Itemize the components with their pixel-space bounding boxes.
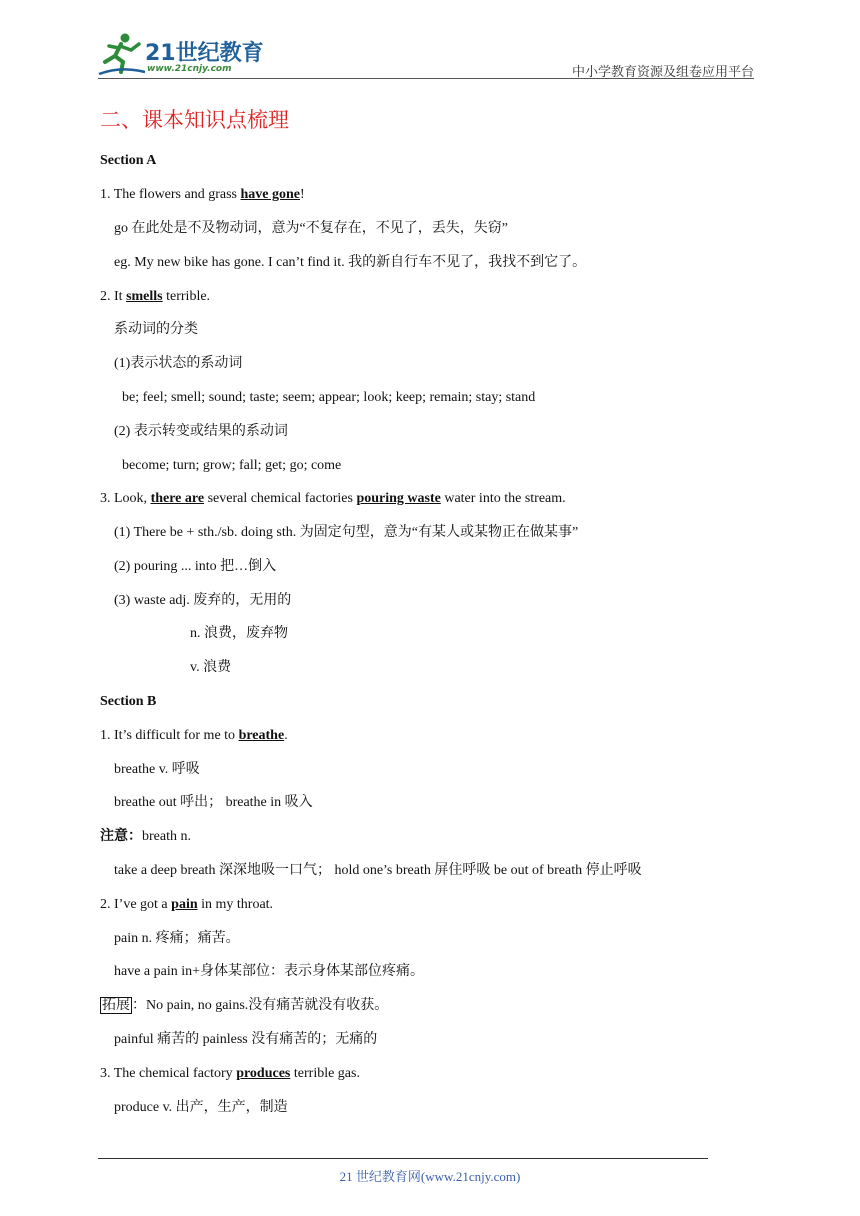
- b-item-3-text: 3. The chemical factory: [100, 1066, 237, 1081]
- a-item-2-tail: terrible.: [162, 289, 211, 304]
- a-item-3-mid: several chemical factories: [204, 491, 357, 506]
- a-item-2-sub1-list: be; feel; smell; sound; taste; seem; appear; look; keep; remain; stay; stand: [122, 390, 536, 405]
- a-item-3-text: 3. Look,: [100, 491, 151, 506]
- header-divider: [98, 78, 754, 79]
- section-b-heading: Section B: [100, 694, 157, 709]
- b-item-1-tail: .: [284, 728, 288, 743]
- b-item-1-note: [100, 828, 191, 846]
- section-a-heading: Section A: [100, 153, 157, 168]
- a-item-3-sub3-verb: v. 浪费: [190, 660, 232, 675]
- a-item-3-tail: water into the stream.: [440, 491, 566, 506]
- b-item-3-keyword: produces: [236, 1066, 291, 1081]
- a-item-1-note: go 在此处是不及物动词，意为“不复存在，不见了，丢失，失窃”: [114, 221, 508, 236]
- a-item-3-keyword-2: pouring waste: [356, 491, 441, 506]
- b-item-2-derivatives: painful 痛苦的 painless 没有痛苦的；无痛的: [114, 1032, 378, 1047]
- extension-box: 拓展: [102, 998, 130, 1013]
- a-item-1-text: 1. The flowers and grass: [100, 187, 241, 202]
- a-item-2: [100, 288, 210, 306]
- section-title: 二、课本知识点梳理: [100, 108, 289, 132]
- b-item-1-phrases: breathe out 呼出； breathe in 吸入: [114, 795, 313, 810]
- logo-text: 21世纪教育: [145, 41, 264, 66]
- a-item-3-keyword-1: there are: [150, 491, 205, 506]
- a-item-3-sub3: (3) waste adj. 废弃的，无用的: [114, 593, 292, 608]
- note-label: 注意：: [100, 829, 142, 844]
- page-footer: 21 世纪教育网(www.21cnjy.com): [339, 1169, 521, 1184]
- b-item-3-tail: terrible gas.: [290, 1066, 360, 1081]
- b-item-2-keyword: pain: [171, 897, 198, 912]
- b-item-1-breath-phrases: take a deep breath 深深地吸一口气； hold one’s breath 屏住呼吸 be out of breath 停止呼吸: [114, 863, 642, 878]
- a-item-2-sub2: (2) 表示转变或结果的系动词: [114, 424, 288, 439]
- a-item-1-tail: !: [300, 187, 305, 202]
- b-item-2-tail: in my throat.: [197, 897, 274, 912]
- a-item-3-sub1: (1) There be + sth./sb. doing sth. 为固定句型，意为“有某人或某物正在做某事”: [114, 525, 579, 540]
- a-item-3: [100, 490, 566, 508]
- b-item-2-extension: [100, 997, 388, 1015]
- logo-url-text: www.21cnjy.com: [147, 64, 232, 74]
- b-item-3: [100, 1065, 360, 1083]
- a-item-2-note: 系动词的分类: [114, 322, 198, 337]
- a-item-2-sub1: (1)表示状态的系动词: [114, 356, 243, 371]
- footer-divider: [98, 1158, 708, 1159]
- a-item-3-sub3-noun: n. 浪费，废弃物: [190, 626, 288, 641]
- a-item-1-keyword: have gone: [240, 187, 300, 202]
- b-item-1-def: breathe v. 呼吸: [114, 762, 200, 777]
- logo: [95, 32, 265, 78]
- b-item-3-def: produce v. 出产，生产，制造: [114, 1100, 288, 1115]
- a-item-1: [100, 186, 305, 204]
- a-item-2-sub2-list: become; turn; grow; fall; get; go; come: [122, 458, 342, 473]
- extension-text: ：No pain, no gains.没有痛苦就没有收获。: [132, 998, 389, 1013]
- a-item-1-example: eg. My new bike has gone. I can’t find it. 我的新自行车不见了，我找不到它了。: [114, 255, 587, 270]
- b-item-2-usage: have a pain in+身体某部位：表示身体某部位疼痛。: [114, 964, 425, 979]
- b-item-2: [100, 896, 273, 914]
- b-item-2-text: 2. I’ve got a: [100, 897, 172, 912]
- b-item-1: [100, 727, 288, 745]
- b-item-2-def: pain n. 疼痛；痛苦。: [114, 931, 240, 946]
- a-item-3-sub2: (2) pouring ... into 把…倒入: [114, 559, 277, 574]
- note-text: breath n.: [142, 829, 191, 844]
- header-platform-text: 中小学教育资源及组卷应用平台: [571, 64, 754, 79]
- a-item-2-keyword: smells: [126, 289, 163, 304]
- running-figure-icon: [95, 32, 147, 78]
- b-item-1-keyword: breathe: [238, 728, 285, 743]
- a-item-2-text: 2. It: [100, 289, 127, 304]
- page-header: [0, 0, 860, 90]
- b-item-1-text: 1. It’s difficult for me to: [100, 728, 239, 743]
